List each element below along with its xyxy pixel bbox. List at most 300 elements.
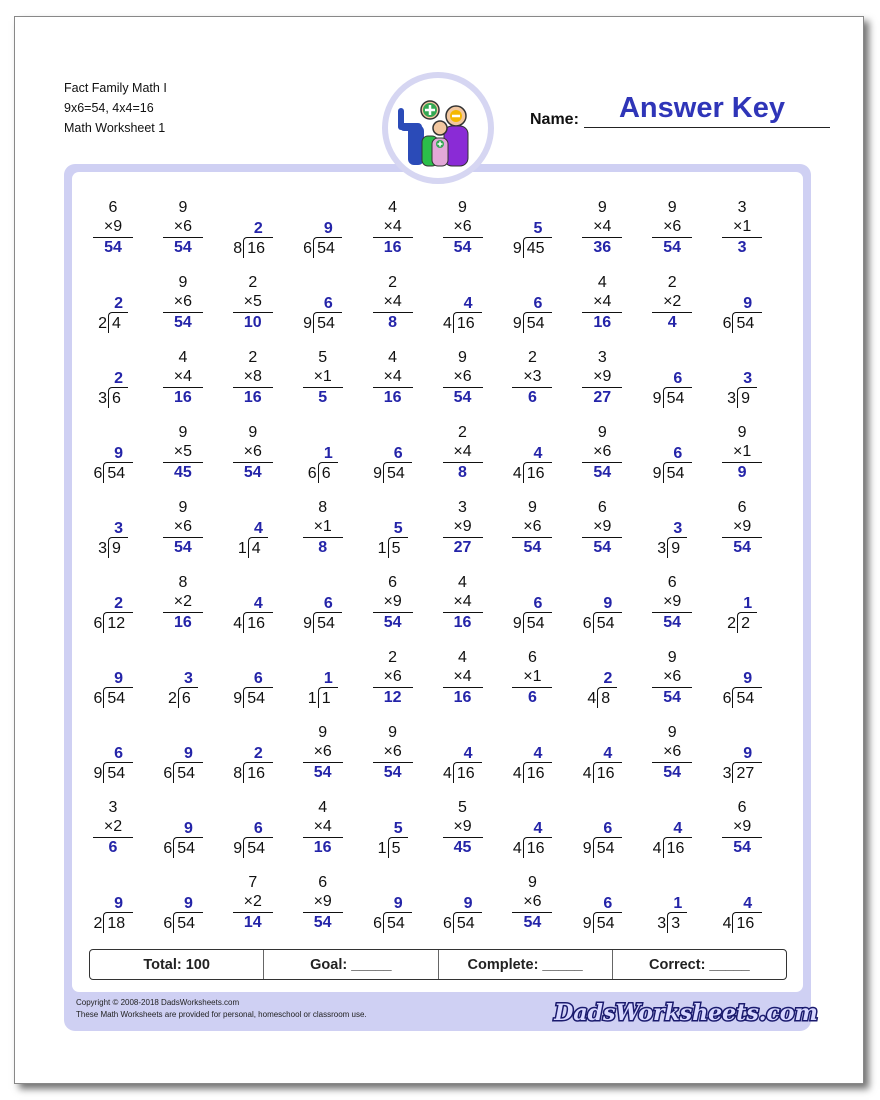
multiplication-problem xyxy=(359,342,427,406)
answer-rule xyxy=(443,612,483,613)
division-problem xyxy=(498,417,566,481)
quotient-answer: 6 xyxy=(603,895,613,912)
quotient-answer: 9 xyxy=(743,745,753,762)
dividend: 1 xyxy=(321,690,331,707)
answer-rule xyxy=(443,687,483,688)
answer-rule xyxy=(163,462,203,463)
quotient-answer: 2 xyxy=(114,370,124,387)
answer-rule xyxy=(233,462,273,463)
product-answer: 16 xyxy=(313,839,332,856)
quotient-answer: 6 xyxy=(533,295,543,312)
multiplier: ×6 xyxy=(453,218,472,235)
divisor: 4 xyxy=(233,615,243,632)
multiplier: ×2 xyxy=(103,818,123,835)
quotient-answer: 6 xyxy=(603,820,613,837)
multiplier: ×9 xyxy=(313,893,332,910)
divisor: 9 xyxy=(93,765,103,782)
multiplier: ×9 xyxy=(593,518,612,535)
product-answer: 14 xyxy=(243,914,262,931)
answer-rule xyxy=(512,912,552,913)
multiplicand: 5 xyxy=(458,799,467,816)
multiplier: ×6 xyxy=(453,368,472,385)
multiplier: ×4 xyxy=(313,818,332,835)
division-problem xyxy=(289,267,357,331)
multiplicand: 4 xyxy=(318,799,328,816)
total-field: Total: 100 xyxy=(90,950,264,979)
multiplicand: 3 xyxy=(108,799,118,816)
answer-rule xyxy=(233,912,273,913)
multiplier: ×2 xyxy=(173,593,193,610)
dividend: 54 xyxy=(666,390,685,407)
quotient-answer: 2 xyxy=(114,295,124,312)
answer-rule xyxy=(373,237,413,238)
answer-rule xyxy=(303,387,343,388)
answer-rule xyxy=(373,762,413,763)
product-answer: 54 xyxy=(383,614,402,631)
division-problem xyxy=(638,417,706,481)
product-answer: 16 xyxy=(173,614,192,631)
division-problem xyxy=(429,267,497,331)
multiplicand: 2 xyxy=(248,349,258,366)
product-answer: 5 xyxy=(318,389,328,406)
correct-field: Correct: _____ xyxy=(649,956,750,973)
multiplicand: 9 xyxy=(178,499,188,516)
multiplication-problem xyxy=(638,567,706,631)
dividend: 54 xyxy=(736,315,755,332)
quotient-answer: 4 xyxy=(603,745,613,762)
name-label: Name: xyxy=(530,111,579,128)
product-answer: 54 xyxy=(733,539,751,556)
multiplicand: 2 xyxy=(248,274,258,291)
dividend: 12 xyxy=(107,615,126,632)
product-answer: 4 xyxy=(667,314,677,331)
division-problem xyxy=(149,642,217,706)
multiplier: ×9 xyxy=(732,518,752,535)
multiplication-problem xyxy=(359,567,427,631)
worksheet-title: Fact Family Math I xyxy=(64,81,167,95)
quotient-answer: 3 xyxy=(743,370,753,387)
division-problem xyxy=(219,192,287,256)
multiplicand: 4 xyxy=(458,649,467,666)
division-problem xyxy=(568,642,636,706)
dividend: 54 xyxy=(247,690,265,707)
multiplier: ×9 xyxy=(453,818,472,835)
divisor: 1 xyxy=(377,840,387,857)
product-answer: 54 xyxy=(663,689,682,706)
answer-rule xyxy=(93,237,133,238)
product-answer: 8 xyxy=(388,314,398,331)
dividend: 54 xyxy=(107,465,126,482)
multiplicand: 3 xyxy=(458,499,467,516)
answer-rule xyxy=(373,312,413,313)
multiplication-problem xyxy=(708,792,776,856)
multiplication-problem xyxy=(289,867,357,931)
multiplicand: 9 xyxy=(667,724,677,741)
division-problem xyxy=(568,792,636,856)
answer-rule xyxy=(303,762,343,763)
divisor: 2 xyxy=(98,315,107,332)
multiplication-problem xyxy=(149,492,217,556)
dividend: 54 xyxy=(107,690,126,707)
product-answer: 6 xyxy=(527,389,537,406)
multiplicand: 5 xyxy=(318,349,328,366)
answer-rule xyxy=(443,387,483,388)
divisor: 6 xyxy=(373,915,382,932)
quotient-answer: 6 xyxy=(533,595,543,612)
answer-rule xyxy=(233,312,273,313)
division-problem xyxy=(219,792,287,856)
multiplicand: 9 xyxy=(178,274,188,291)
multiplier: ×6 xyxy=(523,518,542,535)
multiplication-problem xyxy=(568,342,636,406)
multiplicand: 4 xyxy=(388,199,398,216)
multiplicand: 9 xyxy=(737,424,747,441)
multiplicand: 2 xyxy=(388,649,398,666)
multiplication-problem xyxy=(429,417,497,481)
multiplier: ×1 xyxy=(523,668,542,685)
answer-rule xyxy=(303,537,343,538)
dividend: 27 xyxy=(736,765,755,782)
product-answer: 54 xyxy=(243,464,262,481)
multiplicand: 4 xyxy=(178,349,188,366)
divisor: 9 xyxy=(652,390,662,407)
quotient-answer: 6 xyxy=(323,595,333,612)
multiplier: ×8 xyxy=(243,368,262,385)
quotient-answer: 3 xyxy=(673,520,683,537)
quotient-answer: 2 xyxy=(253,220,263,237)
product-answer: 54 xyxy=(104,239,122,256)
division-problem xyxy=(79,342,147,406)
quotient-answer: 6 xyxy=(323,295,333,312)
multiplication-problem xyxy=(638,717,706,781)
quotient-answer: 6 xyxy=(253,670,263,687)
quotient-answer: 1 xyxy=(323,445,333,462)
dividend: 16 xyxy=(736,915,755,932)
multiplicand: 7 xyxy=(248,874,258,891)
divisor: 6 xyxy=(722,315,732,332)
answer-rule xyxy=(582,462,622,463)
multiplicand: 6 xyxy=(737,799,747,816)
product-answer: 45 xyxy=(173,464,192,481)
answer-key-text: Answer Key xyxy=(618,92,785,124)
division-problem xyxy=(498,192,566,256)
divisor: 4 xyxy=(442,315,452,332)
division-problem xyxy=(708,342,776,406)
division-problem xyxy=(219,642,287,706)
quotient-answer: 9 xyxy=(114,670,124,687)
multiplication-problem xyxy=(359,192,427,256)
answer-rule xyxy=(582,237,622,238)
multiplicand: 9 xyxy=(527,499,537,516)
divisor: 9 xyxy=(303,615,313,632)
divisor: 9 xyxy=(233,690,243,707)
multiplication-problem xyxy=(219,867,287,931)
division-problem xyxy=(429,717,497,781)
answer-rule xyxy=(722,462,762,463)
divisor: 9 xyxy=(373,465,382,482)
quotient-answer: 1 xyxy=(323,670,333,687)
quotient-answer: 2 xyxy=(114,595,124,612)
divisor: 9 xyxy=(582,840,592,857)
multiplication-problem xyxy=(498,342,566,406)
multiplier: ×6 xyxy=(383,668,402,685)
product-answer: 54 xyxy=(663,764,682,781)
multiplication-problem xyxy=(79,792,147,856)
divisor: 1 xyxy=(237,540,247,557)
dividend: 6 xyxy=(321,465,331,482)
quotient-answer: 4 xyxy=(533,445,543,462)
quotient-answer: 9 xyxy=(184,895,193,912)
multiplication-problem xyxy=(219,267,287,331)
goal-field: Goal: _____ xyxy=(264,950,438,979)
answer-rule xyxy=(652,312,692,313)
multiplication-problem xyxy=(708,492,776,556)
multiplication-problem xyxy=(568,192,636,256)
divisor: 9 xyxy=(652,465,662,482)
multiplication-problem xyxy=(289,717,357,781)
quotient-answer: 4 xyxy=(533,745,543,762)
divisor: 4 xyxy=(512,465,522,482)
quotient-answer: 3 xyxy=(114,520,124,537)
multiplier: ×6 xyxy=(593,443,612,460)
multiplication-problem xyxy=(289,792,357,856)
division-problem xyxy=(568,567,636,631)
multiplication-problem xyxy=(638,192,706,256)
multiplicand: 2 xyxy=(458,424,467,441)
name-line xyxy=(584,127,830,128)
multiplicand: 3 xyxy=(737,199,747,216)
multiplicand: 9 xyxy=(667,649,677,666)
answer-rule xyxy=(233,387,273,388)
product-answer: 45 xyxy=(453,839,472,856)
product-answer: 54 xyxy=(173,314,192,331)
multiplicand: 9 xyxy=(178,199,188,216)
division-problem xyxy=(498,267,566,331)
dividend: 54 xyxy=(736,690,755,707)
quotient-answer: 4 xyxy=(463,295,473,312)
multiplier: ×9 xyxy=(593,368,612,385)
multiplier: ×6 xyxy=(383,743,402,760)
answer-rule xyxy=(652,762,692,763)
product-answer: 27 xyxy=(453,539,472,556)
product-answer: 12 xyxy=(383,689,402,706)
dividend: 54 xyxy=(596,915,615,932)
dividend: 5 xyxy=(391,840,401,857)
divisor: 9 xyxy=(233,840,243,857)
product-answer: 27 xyxy=(593,389,612,406)
multiplication-problem xyxy=(289,492,357,556)
quotient-answer: 9 xyxy=(743,295,753,312)
dividend: 9 xyxy=(741,390,750,407)
answer-rule xyxy=(652,612,692,613)
answer-rule xyxy=(303,912,343,913)
divisor: 9 xyxy=(512,240,522,257)
multiplication-problem xyxy=(498,642,566,706)
answer-rule xyxy=(443,237,483,238)
division-problem xyxy=(79,642,147,706)
answer-rule xyxy=(582,387,622,388)
multiplication-problem xyxy=(429,192,497,256)
multiplier: ×1 xyxy=(732,443,752,460)
multiplication-problem xyxy=(359,267,427,331)
divisor: 2 xyxy=(727,615,737,632)
answer-rule xyxy=(443,462,483,463)
product-answer: 54 xyxy=(313,914,332,931)
multiplier: ×9 xyxy=(103,218,123,235)
score-box xyxy=(89,949,787,980)
dividend: 54 xyxy=(596,840,615,857)
answer-rule xyxy=(722,537,762,538)
dividend: 54 xyxy=(177,915,196,932)
multiplicand: 8 xyxy=(318,499,328,516)
quotient-answer: 4 xyxy=(253,520,263,537)
divisor: 6 xyxy=(93,465,103,482)
usage-notice: These Math Worksheets are provided for personal, homeschool or classroom use. xyxy=(76,1010,367,1019)
multiplier: ×2 xyxy=(663,293,682,310)
quotient-answer: 4 xyxy=(533,820,543,837)
divisor: 6 xyxy=(303,240,313,257)
product-answer: 54 xyxy=(593,464,612,481)
multiplicand: 6 xyxy=(527,649,537,666)
multiplicand: 9 xyxy=(597,199,607,216)
dividend: 16 xyxy=(247,765,265,782)
dividend: 6 xyxy=(181,690,191,707)
divisor: 6 xyxy=(93,615,103,632)
dividend: 9 xyxy=(112,540,121,557)
dividend: 16 xyxy=(526,765,545,782)
divisor: 6 xyxy=(442,915,452,932)
quotient-answer: 6 xyxy=(253,820,263,837)
divisor: 4 xyxy=(512,840,522,857)
quotient-answer: 6 xyxy=(393,445,403,462)
quotient-answer: 9 xyxy=(323,220,333,237)
multiplication-problem xyxy=(149,342,217,406)
multiplier: ×4 xyxy=(383,218,402,235)
product-answer: 54 xyxy=(663,239,682,256)
divisor: 8 xyxy=(233,240,243,257)
product-answer: 54 xyxy=(383,764,402,781)
multiplicand: 6 xyxy=(318,874,328,891)
multiplier: ×4 xyxy=(173,368,193,385)
division-problem xyxy=(79,417,147,481)
dividend: 54 xyxy=(386,465,405,482)
multiplier: ×9 xyxy=(383,593,402,610)
quotient-answer: 9 xyxy=(114,445,124,462)
multiplier: ×9 xyxy=(663,593,682,610)
division-problem xyxy=(79,567,147,631)
answer-rule xyxy=(512,687,552,688)
multiplicand: 6 xyxy=(388,574,398,591)
dividend: 16 xyxy=(526,840,545,857)
division-problem xyxy=(498,792,566,856)
divisor: 6 xyxy=(163,840,173,857)
complete-field: Complete: _____ xyxy=(439,950,613,979)
answer-rule xyxy=(652,237,692,238)
multiplicand: 6 xyxy=(108,199,118,216)
multiplication-problem xyxy=(429,642,497,706)
division-problem xyxy=(79,867,147,931)
multiplier: ×4 xyxy=(453,668,472,685)
multiplicand: 6 xyxy=(737,499,747,516)
multiplier: ×2 xyxy=(243,893,262,910)
product-answer: 54 xyxy=(663,614,682,631)
multiplication-problem xyxy=(498,867,566,931)
multiplicand: 9 xyxy=(458,199,467,216)
multiplicand: 6 xyxy=(597,499,607,516)
dividend: 54 xyxy=(666,465,685,482)
product-answer: 54 xyxy=(733,839,751,856)
divisor: 9 xyxy=(582,915,592,932)
multiplication-problem xyxy=(149,192,217,256)
divisor: 4 xyxy=(442,765,452,782)
multiplicand: 9 xyxy=(248,424,258,441)
multiplication-problem xyxy=(568,267,636,331)
multiplication-problem xyxy=(498,492,566,556)
division-problem xyxy=(498,567,566,631)
answer-rule xyxy=(93,837,133,838)
answer-rule xyxy=(443,837,483,838)
answer-rule xyxy=(163,612,203,613)
quotient-answer: 9 xyxy=(603,595,613,612)
answer-rule xyxy=(163,537,203,538)
division-problem xyxy=(79,267,147,331)
multiplicand: 9 xyxy=(318,724,328,741)
answer-rule xyxy=(373,612,413,613)
multiplication-problem xyxy=(638,267,706,331)
division-problem xyxy=(638,792,706,856)
multiplier: ×5 xyxy=(173,443,193,460)
multiplication-problem xyxy=(219,342,287,406)
product-answer: 16 xyxy=(383,389,402,406)
multiplication-problem xyxy=(429,567,497,631)
divisor: 6 xyxy=(307,465,317,482)
multiplication-problem xyxy=(568,492,636,556)
dividend: 2 xyxy=(741,615,750,632)
quotient-answer: 6 xyxy=(114,745,124,762)
divisor: 1 xyxy=(377,540,387,557)
dividend: 54 xyxy=(386,915,405,932)
multiplier: ×6 xyxy=(173,293,193,310)
multiplicand: 2 xyxy=(527,349,537,366)
dividend: 6 xyxy=(112,390,121,407)
worksheet-number: Math Worksheet 1 xyxy=(64,121,166,135)
division-problem xyxy=(708,867,776,931)
divisor: 4 xyxy=(582,765,592,782)
product-answer: 16 xyxy=(453,614,472,631)
product-answer: 8 xyxy=(458,464,467,481)
multiplication-problem xyxy=(708,417,776,481)
quotient-answer: 6 xyxy=(673,370,683,387)
multiplier: ×4 xyxy=(593,293,612,310)
dividend: 54 xyxy=(107,765,126,782)
multiplicand: 4 xyxy=(388,349,398,366)
multiplication-problem xyxy=(429,492,497,556)
multiplicand: 9 xyxy=(388,724,398,741)
division-problem xyxy=(359,417,427,481)
dividend: 54 xyxy=(596,615,615,632)
divisor: 1 xyxy=(307,690,317,707)
dividend: 3 xyxy=(671,915,681,932)
multiplicand: 8 xyxy=(178,574,188,591)
dividend: 18 xyxy=(107,915,126,932)
divisor: 6 xyxy=(582,615,592,632)
division-problem xyxy=(79,492,147,556)
multiplier: ×5 xyxy=(243,293,262,310)
multiplication-problem xyxy=(708,192,776,256)
quotient-answer: 9 xyxy=(184,820,193,837)
multiplicand: 4 xyxy=(458,574,467,591)
product-answer: 8 xyxy=(318,539,328,556)
